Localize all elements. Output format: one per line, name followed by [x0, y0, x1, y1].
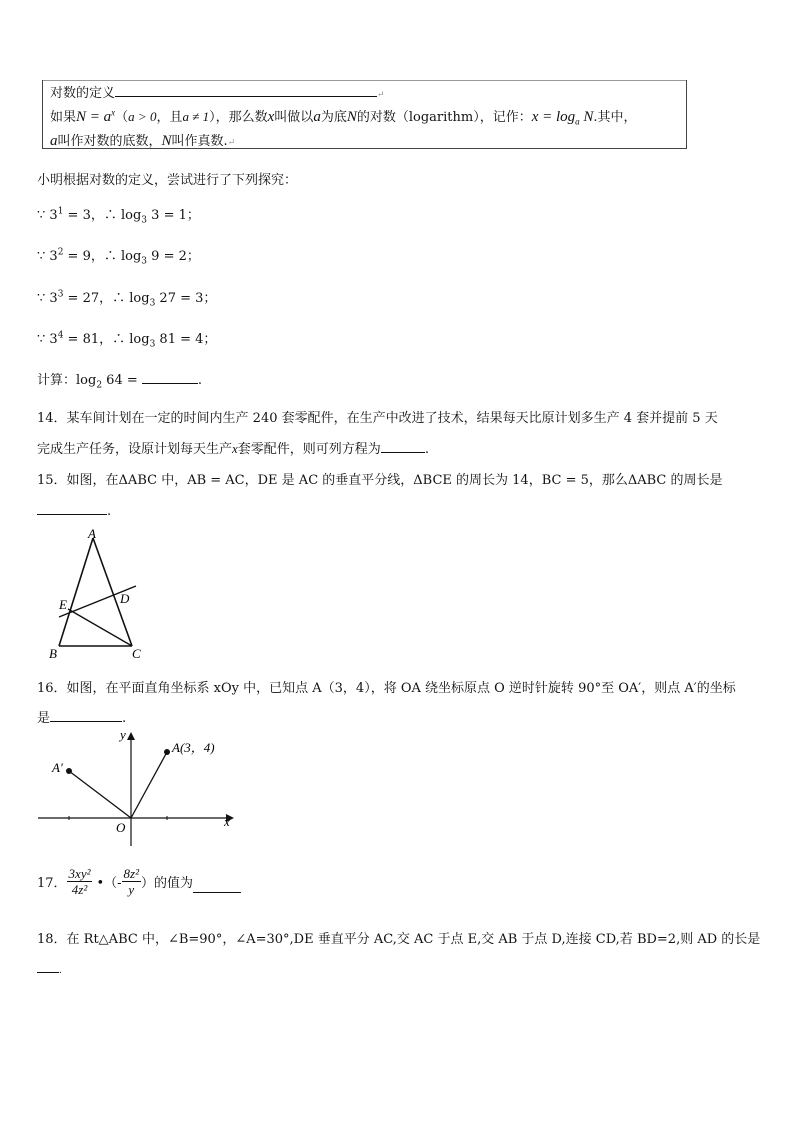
- q18-answer-line: .: [37, 960, 62, 977]
- label-A-prime: A′: [52, 760, 63, 775]
- label-A: A(3，4): [172, 740, 215, 755]
- q15-text: 15．如图，在ΔABC 中，AB = AC，DE 是 AC 的垂直平分线，ΔBCE 的周长为 14，BC = 5，那么ΔABC 的周长是: [37, 473, 723, 488]
- q18-answer-blank: [37, 960, 59, 973]
- segment-EC: [68, 609, 132, 646]
- q14-line-1: 14．某车间计划在一定的时间内生产 240 套零配件，在生产中改进了技术，结果每天比原计划多生产 4 套并提前 5 天: [37, 411, 718, 426]
- q15-answer-line: .: [37, 502, 111, 519]
- label-O: O: [116, 820, 126, 835]
- point-A: [164, 749, 170, 755]
- segment-OA-prime: [69, 771, 131, 818]
- q17-fraction-1: $\frac{\text{3xy²}}{\text{4z²}}$: [68, 866, 91, 897]
- definition-title-line: 对数的定义 ↵: [50, 86, 385, 101]
- q13-answer-blank: [142, 371, 198, 384]
- label-y: y: [120, 728, 126, 742]
- label-E: E: [59, 597, 67, 612]
- label-B: B: [49, 646, 57, 661]
- q16-line-1: 16．如图，在平面直角坐标系 xOy 中，已知点 A（3，4），将 OA 绕坐标原点 O 逆时针旋转 90°至 OA′，则点 A′的坐标: [37, 681, 736, 696]
- q13-row-1: ∵ $3^1 = 3$，∴ $\log_3 3 = 1$；: [37, 206, 200, 226]
- segment-OA: [131, 752, 167, 818]
- label-x: x: [224, 814, 230, 829]
- label-D: D: [120, 591, 130, 606]
- point-A-prime: [66, 768, 72, 774]
- q13-calc: 计算：$\log_2 64$ = .: [37, 373, 203, 391]
- q17-answer-blank: [193, 880, 241, 893]
- q16-answer-blank: [50, 709, 122, 722]
- q15-triangle-figure: [40, 528, 160, 662]
- q14-line-2: 完成生产任务，设原计划每天生产x套零配件，则可列方程为 .: [37, 441, 429, 457]
- y-axis-arrow-icon: [127, 732, 135, 740]
- q13-row-2: ∵ $3^2 = 9$，∴ $\log_3 9 = 2$；: [37, 247, 200, 267]
- label-A: A: [88, 528, 96, 541]
- q16-line-2: 是 .: [37, 711, 127, 726]
- definition-blank: [115, 84, 377, 97]
- label-C: C: [132, 646, 141, 661]
- q16-coordinate-figure: [36, 728, 246, 850]
- definition-line-2: a叫作对数的底数，N叫作真数.↵: [50, 133, 236, 149]
- definition-title: 对数的定义: [50, 86, 116, 101]
- definition-line-1: 如果$N = a^x(a > 0$，且a ≠ 1），那么数x叫做以a为底N的对数（logarithm），记作：$x = \log_a N$.其中，: [50, 107, 637, 127]
- q15-answer-blank: [37, 502, 107, 515]
- q17-line: 17． $\frac{\text{3xy²}}{\text{4z²}}$ •（- $\frac{\text{8z²}}{y}$ ）的值为: [37, 866, 241, 897]
- q18-line-1: 18．在 Rt△ABC 中，∠B=90°，∠A=30°,DE 垂直平分 AC,交 AC 于点 E,交 AB 于点 D,连接 CD,若 BD=2,则 AD 的长是: [37, 932, 761, 947]
- q14-answer-blank: [381, 440, 425, 453]
- segment-AB: [59, 538, 93, 646]
- q17-fraction-2: $\frac{\text{8z²}}{y}$: [123, 866, 140, 897]
- q13-row-3: ∵ $3^3 = 27$，∴ $\log_3 27 = 3$；: [37, 289, 217, 309]
- q13-intro: 小明根据对数的定义，尝试进行了下列探究：: [37, 173, 298, 188]
- q13-row-4: ∵ $3^4 = 81$，∴ $\log_3 81 = 4$；: [37, 330, 217, 350]
